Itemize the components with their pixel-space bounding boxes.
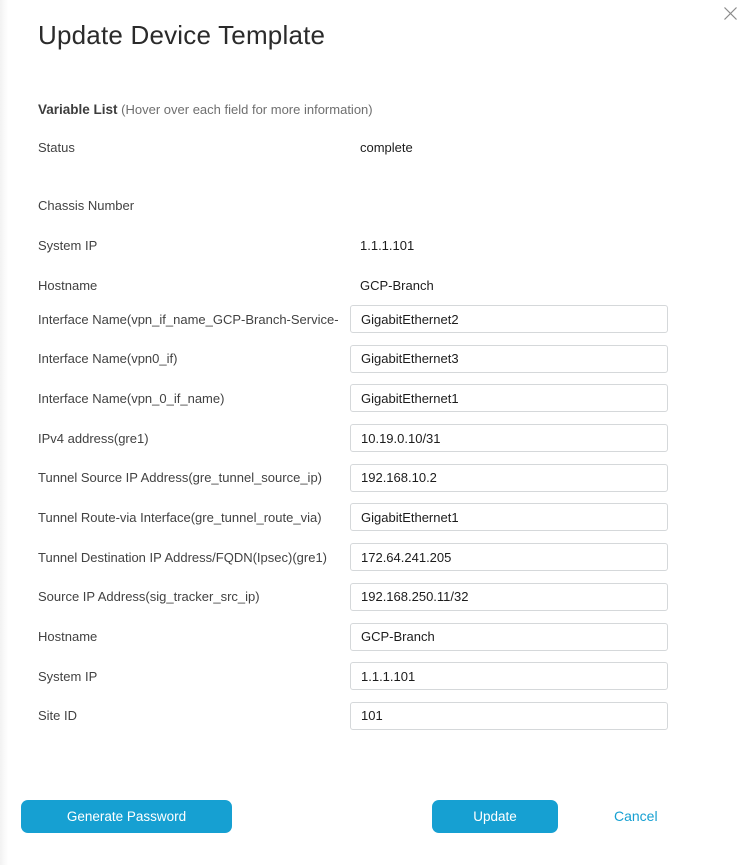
row-system-ip-static (38, 225, 714, 265)
field-value-status: complete (360, 139, 413, 155)
row-site-id (38, 702, 714, 730)
variable-list-heading (38, 102, 373, 117)
field-label-tunnel-route-via-interface: Tunnel Route-via Interface(gre_tunnel_route_via) (38, 509, 322, 525)
input-ipv4-address-gre1[interactable] (350, 424, 668, 452)
input-tunnel-destination-ip[interactable] (350, 543, 668, 571)
input-tunnel-source-ip[interactable] (350, 464, 668, 492)
input-hostname[interactable] (350, 623, 668, 651)
field-value-system-ip: 1.1.1.101 (360, 237, 415, 253)
field-label-source-ip-sig-tracker: Source IP Address(sig_tracker_src_ip) (38, 589, 260, 605)
variable-list-note: (Hover over each field for more information) (121, 102, 373, 117)
row-interface-name-vpn-0-if-name (38, 384, 714, 412)
input-system-ip[interactable] (350, 662, 668, 690)
row-hostname-static (38, 265, 714, 305)
field-label-chassis-number: Chassis Number (38, 197, 135, 213)
row-system-ip-input (38, 662, 714, 690)
page-title: Update Device Template (38, 20, 326, 50)
row-hostname-input (38, 623, 714, 651)
row-tunnel-source-ip (38, 464, 714, 492)
cancel-button[interactable]: Cancel (614, 800, 658, 833)
field-label-tunnel-source-ip: Tunnel Source IP Address(gre_tunnel_source_ip) (38, 470, 323, 486)
field-value-hostname: GCP-Branch (360, 277, 434, 293)
input-tunnel-route-via-interface[interactable] (350, 503, 668, 531)
row-interface-name-vpn0-if (38, 345, 714, 373)
input-interface-name-vpn-0-if-name[interactable] (350, 384, 668, 412)
input-interface-name-vpn0-if[interactable] (350, 345, 668, 373)
field-label-tunnel-destination-ip: Tunnel Destination IP Address/FQDN(Ipsec)(gre1) (38, 549, 328, 565)
input-source-ip-sig-tracker[interactable] (350, 583, 668, 611)
input-interface-name-service-vpn[interactable] (350, 305, 668, 333)
update-button[interactable]: Update (432, 800, 558, 833)
field-label-hostname-input: Hostname (38, 629, 98, 644)
generate-password-button[interactable]: Generate Password (21, 800, 232, 833)
dialog-footer (0, 800, 752, 833)
field-label-interface-name-vpn0-if: Interface Name(vpn0_if) (38, 351, 178, 367)
row-tunnel-route-via-interface (38, 503, 714, 531)
field-label-system-ip: System IP (38, 237, 98, 253)
row-ipv4-address-gre1 (38, 424, 714, 452)
variable-list (38, 127, 714, 742)
input-site-id[interactable] (350, 702, 668, 730)
field-label-status: Status (38, 139, 75, 155)
field-label-ipv4-address-gre1: IPv4 address(gre1) (38, 430, 149, 446)
row-tunnel-destination-ip (38, 543, 714, 571)
field-label-interface-name-vpn-0-if-name: Interface Name(vpn_0_if_name) (38, 390, 225, 406)
dialog-left-edge (0, 0, 8, 865)
row-chassis-number (38, 185, 714, 225)
row-status (38, 127, 714, 167)
field-label-system-ip-input: System IP (38, 668, 98, 684)
field-label-interface-name-service-vpn: Interface Name(vpn_if_name_GCP-Branch-Service- (38, 311, 339, 327)
close-icon[interactable] (721, 6, 739, 24)
close-x-glyph (723, 6, 738, 21)
variable-list-label: Variable List (38, 102, 118, 117)
field-label-site-id: Site ID (38, 708, 78, 724)
row-source-ip-sig-tracker (38, 583, 714, 611)
row-interface-name-service-vpn (38, 305, 714, 333)
field-label-hostname: Hostname (38, 277, 98, 293)
